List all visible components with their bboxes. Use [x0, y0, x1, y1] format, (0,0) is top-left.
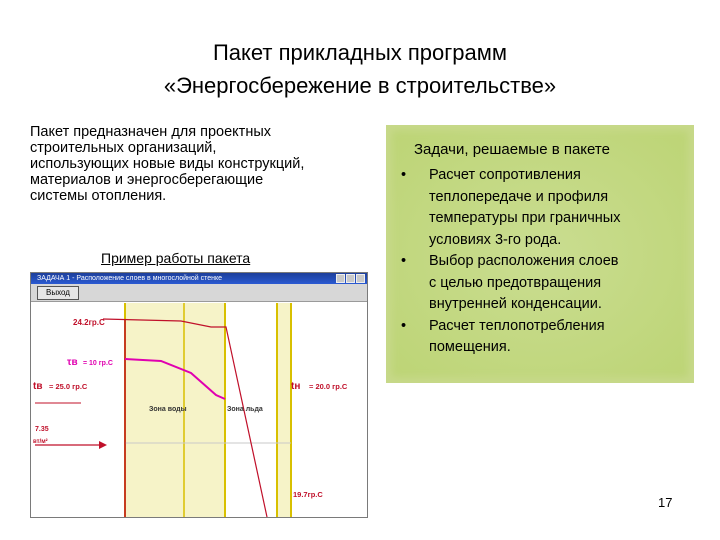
slide-title-line-2: «Энергосбережение в строительстве»: [163, 73, 557, 98]
program-titlebar: [31, 273, 367, 284]
task-line: условиях 3-го рода.: [429, 231, 562, 248]
task-line: помещения.: [429, 339, 511, 355]
t-out-symbol: tн: [291, 381, 301, 392]
slide-title: [40, 36, 680, 102]
page-number: 17: [658, 495, 673, 510]
task-line: Расчет сопротивления: [429, 167, 581, 183]
tasks-title: Задачи, решаемые в пакете: [414, 141, 610, 158]
tau-symbol: τв: [67, 357, 78, 368]
task-item: [400, 316, 680, 359]
task-item: [400, 165, 680, 251]
intro-line: Пакет предназначен для проектных: [30, 124, 272, 140]
task-line: Выбор расположения слоев: [429, 253, 619, 269]
wall-layer-3: [277, 303, 291, 518]
program-window: [30, 272, 368, 518]
exit-button[interactable]: Выход: [37, 286, 79, 300]
intro-line: системы отопления.: [30, 188, 167, 204]
t-out-value: = 20.0 гр.С: [309, 382, 348, 391]
t-outer-surface-label: 19.7гр.С: [293, 490, 323, 499]
t-inner-surface-label: 24.2гр.С: [73, 318, 105, 327]
task-line: температуры при граничных: [429, 210, 621, 226]
intro-line: строительных организаций,: [30, 140, 217, 156]
task-line: внутренней конденсации.: [429, 296, 602, 312]
intro-line: использующих новые виды конструкций,: [30, 156, 305, 172]
example-link[interactable]: Пример работы пакета: [101, 250, 251, 266]
task-line: теплопередаче и профиля: [429, 188, 609, 205]
zone-ice-label: Зона льда: [227, 406, 263, 413]
tasks-panel: [386, 125, 694, 383]
intro-line: материалов и энергосберегающие: [30, 172, 264, 188]
close-icon[interactable]: [356, 274, 365, 283]
task-line: с целью предотвращения: [429, 274, 602, 291]
heat-flux-unit: вт/м²: [33, 439, 48, 445]
task-line: Расчет теплопотребления: [429, 317, 605, 334]
minimize-icon[interactable]: [336, 274, 345, 283]
zone-water-label: Зона воды: [149, 406, 187, 413]
maximize-icon[interactable]: [346, 274, 355, 283]
bullet-icon: •: [401, 317, 407, 334]
t-in-value: = 25.0 гр.С: [49, 382, 88, 391]
window-controls: [336, 274, 365, 283]
slide-title-line-1: Пакет прикладных программ: [212, 40, 508, 65]
tasks-list: [400, 165, 680, 359]
temperature-plot: [31, 303, 368, 518]
heat-flux-value: 7.35: [35, 426, 49, 433]
arrow-head-icon: [99, 441, 107, 449]
intro-text: [30, 124, 360, 204]
program-toolbar: [31, 284, 367, 302]
bullet-icon: •: [401, 167, 407, 183]
program-title: ЗАДАЧА 1 - Расположение слоев в многослойной стенке: [37, 275, 223, 282]
task-item: [400, 251, 680, 316]
tau-value: = 10 гр.С: [83, 360, 113, 367]
t-in-symbol: tв: [33, 381, 43, 392]
bullet-icon: •: [401, 253, 407, 269]
